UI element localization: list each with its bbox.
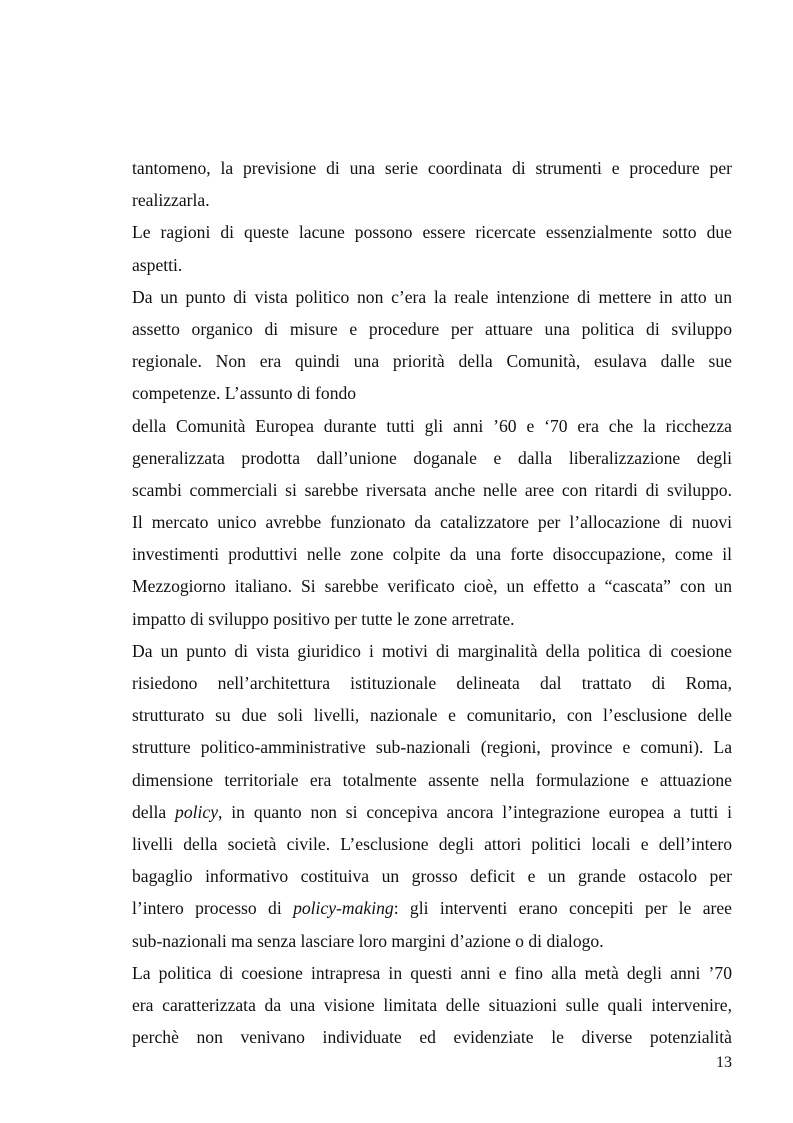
italic-term: policy-making	[293, 898, 394, 919]
text-line: Le ragioni di queste lacune possono essere ricercate essenzialmente sotto due	[132, 222, 732, 243]
text-line: scambi commerciali si sarebbe riversata anche nelle aree con ritardi di sviluppo.	[132, 479, 732, 500]
text-line: Da un punto di vista politico non c’era la reale intenzione di mettere in atto un	[132, 286, 732, 307]
text-line: dimensione territoriale era totalmente assente nella formulazione e attuazione	[132, 769, 732, 790]
text-line: Il mercato unico avrebbe funzionato da catalizzatore per l’allocazione di nuovi	[132, 512, 732, 533]
text-line: bagaglio informativo costituiva un grosso deficit e un grande ostacolo per	[132, 866, 732, 887]
text-line: strutture politico-amministrative sub-nazionali (regioni, province e comuni). La	[132, 737, 732, 758]
italic-term: policy	[175, 801, 219, 822]
text-line: sub-nazionali ma senza lasciare loro margini d’azione o di dialogo.	[132, 930, 604, 951]
text-line: La politica di coesione intrapresa in questi anni e fino alla metà degli anni ’70	[132, 962, 732, 983]
text-line: perchè non venivano individuate ed evidenziate le diverse potenzialità	[132, 1027, 732, 1048]
text-line: strutturato su due soli livelli, nazionale e comunitario, con l’esclusione delle	[132, 705, 732, 726]
text-line: della Comunità Europea durante tutti gli anni ’60 e ‘70 era che la ricchezza	[132, 415, 732, 436]
text-line: investimenti produttivi nelle zone colpite da una forte disoccupazione, come il	[132, 544, 732, 565]
text-line: risiedono nell’architettura istituzionale delineata dal trattato di Roma,	[132, 673, 732, 693]
text-line: livelli della società civile. L’esclusione degli attori politici locali e dell’intero	[132, 833, 732, 854]
text-line: tantomeno, la previsione di una serie coordinata di strumenti e procedure per	[132, 158, 732, 178]
text-line: regionale. Non era quindi una priorità della Comunità, esulava dalle sue	[132, 351, 732, 372]
text-line: era caratterizzata da una visione limitata delle situazioni sulle quali intervenire,	[132, 994, 732, 1015]
text-line: assetto organico di misure e procedure per attuare una politica di sviluppo	[132, 318, 732, 339]
page-number: 13	[716, 1054, 732, 1071]
text-line: Mezzogiorno italiano. Si sarebbe verificato cioè, un effetto a “cascata” con un	[132, 576, 732, 597]
text-line: realizzarla.	[132, 190, 210, 211]
text-line: competenze. L’assunto di fondo	[132, 383, 357, 404]
body-text	[132, 154, 732, 1055]
text-line: della policy, in quanto non si concepiva ancora l’integrazione europea a tutti i	[132, 801, 732, 822]
text-line: Da un punto di vista giuridico i motivi di marginalità della politica di coesione	[132, 640, 732, 661]
text-line: impatto di sviluppo positivo per tutte le zone arretrate.	[132, 608, 515, 629]
text-line: aspetti.	[132, 254, 183, 275]
text-line: l’intero processo di policy-making: gli interventi erano concepiti per le aree	[132, 898, 732, 919]
text-line: generalizzata prodotta dall’unione doganale e dalla liberalizzazione degli	[132, 447, 732, 468]
